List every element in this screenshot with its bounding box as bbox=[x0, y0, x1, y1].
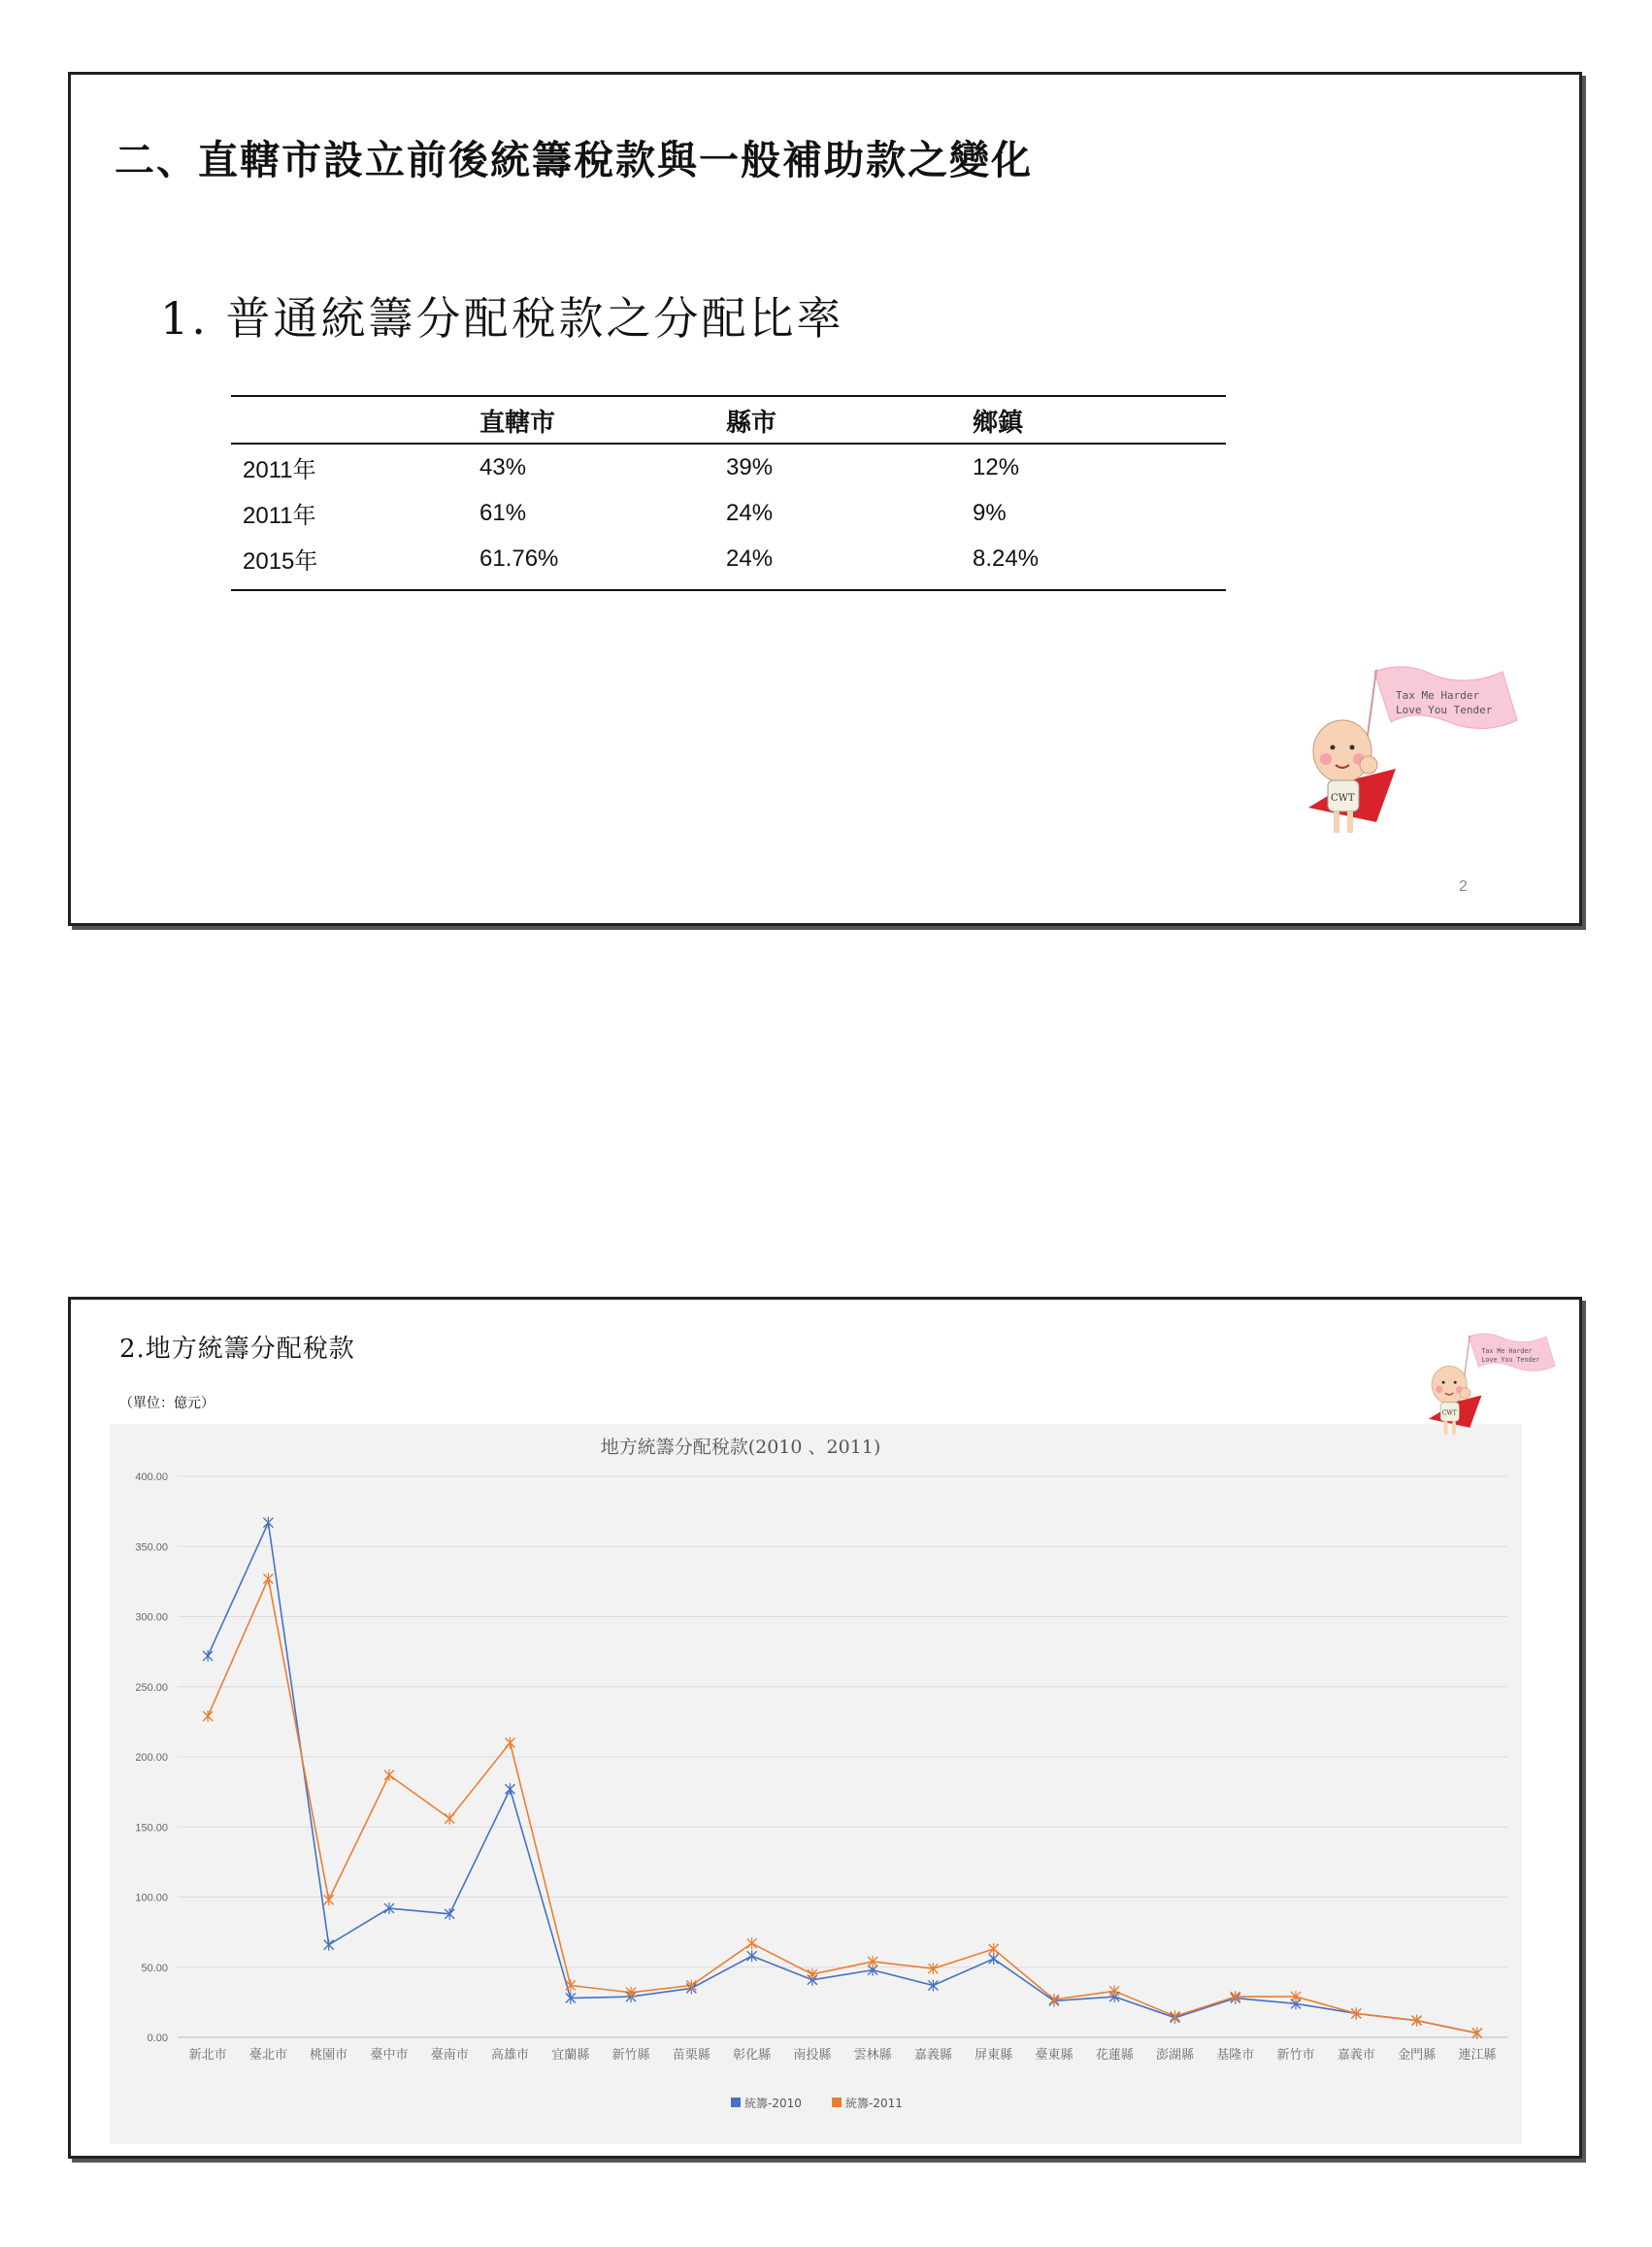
flag-text-line-2: Love You Tender bbox=[1481, 1356, 1540, 1365]
line-chart bbox=[110, 1424, 1522, 2144]
chart-title: 地方統籌分配稅款(2010 、2011) bbox=[600, 1437, 881, 1458]
y-tick-label: 300.00 bbox=[135, 1611, 168, 1624]
eye-icon bbox=[1454, 1381, 1457, 1384]
table-cell: 24% bbox=[726, 499, 774, 526]
y-tick-label: 0.00 bbox=[147, 2032, 168, 2044]
table-cell: 24% bbox=[714, 536, 961, 590]
x-tick-label: 臺東縣 bbox=[1035, 2048, 1074, 2063]
cheek-icon bbox=[1436, 1386, 1442, 1393]
x-tick-label: 澎湖縣 bbox=[1155, 2048, 1195, 2063]
x-tick-label: 高雄市 bbox=[490, 2048, 530, 2063]
table-cell: 39% bbox=[726, 453, 774, 480]
x-tick-label: 宜蘭縣 bbox=[551, 2048, 590, 2063]
y-tick-label: 150.00 bbox=[135, 1822, 168, 1834]
x-tick-label: 雲林縣 bbox=[853, 2048, 892, 2063]
x-tick-label: 嘉義市 bbox=[1337, 2048, 1375, 2063]
unit-label: （單位：億元） bbox=[119, 1396, 215, 1411]
table-cell: 2011年 bbox=[243, 503, 316, 529]
table-header-cell: 縣市 bbox=[714, 396, 961, 444]
x-tick-label: 花蓮縣 bbox=[1095, 2048, 1134, 2063]
table-header-cell bbox=[231, 396, 468, 444]
flag-text-line-1: Tax Me Harder bbox=[1396, 689, 1480, 702]
table-row bbox=[231, 444, 1226, 490]
flag-text-line-1: Tax Me Harder bbox=[1481, 1347, 1533, 1355]
table-header-cell: 鄉鎮 bbox=[961, 396, 1226, 444]
mascot-head-icon bbox=[1432, 1366, 1467, 1404]
slide-subtitle: 1. 普通統籌分配稅款之分配比率 bbox=[160, 292, 844, 345]
legend-label: 統籌-2011 bbox=[845, 2097, 903, 2110]
leg-icon bbox=[1334, 811, 1339, 833]
leg-icon bbox=[1347, 811, 1353, 833]
eye-icon bbox=[1350, 745, 1355, 750]
x-tick-label: 彰化縣 bbox=[733, 2048, 772, 2063]
legend-label: 統籌-2010 bbox=[744, 2097, 802, 2110]
eye-icon bbox=[1331, 745, 1336, 750]
table-cell: 61% bbox=[479, 499, 527, 526]
slide-title: 二、直轄市設立前後統籌稅款與一般補助款之變化 bbox=[115, 137, 1033, 183]
y-tick-label: 400.00 bbox=[135, 1471, 168, 1483]
x-tick-label: 臺南市 bbox=[430, 2048, 469, 2063]
shirt-badge-text: CWT bbox=[1441, 1409, 1457, 1417]
slide-2 bbox=[68, 1297, 1582, 2159]
shirt-badge-text: CWT bbox=[1331, 793, 1355, 804]
leg-icon bbox=[1444, 1421, 1448, 1434]
x-tick-label: 連江縣 bbox=[1458, 2048, 1497, 2063]
table-row bbox=[231, 490, 1226, 536]
x-tick-label: 桃園市 bbox=[310, 2048, 348, 2063]
mascot-head-icon bbox=[1313, 720, 1371, 782]
table-cell: 61.76% bbox=[468, 536, 714, 590]
x-tick-label: 基隆市 bbox=[1216, 2048, 1255, 2063]
cheek-icon bbox=[1320, 753, 1332, 765]
waving-hand-icon bbox=[1360, 756, 1377, 774]
x-tick-label: 新竹縣 bbox=[611, 2048, 650, 2063]
legend-swatch bbox=[731, 2098, 741, 2107]
y-tick-label: 350.00 bbox=[135, 1541, 168, 1554]
table-cell: 2011年 bbox=[243, 457, 316, 483]
y-tick-label: 50.00 bbox=[141, 1962, 168, 1974]
x-tick-label: 金門縣 bbox=[1398, 2048, 1437, 2063]
leg-icon bbox=[1452, 1421, 1456, 1434]
x-tick-label: 新北市 bbox=[188, 2048, 227, 2063]
mascot-illustration bbox=[1299, 662, 1522, 846]
slide-1 bbox=[68, 72, 1582, 926]
x-tick-label: 南投縣 bbox=[793, 2048, 832, 2063]
x-tick-label: 屏東縣 bbox=[975, 2048, 1013, 2063]
x-tick-label: 苗栗縣 bbox=[672, 2048, 710, 2063]
waving-hand-icon bbox=[1460, 1388, 1470, 1399]
y-tick-label: 250.00 bbox=[135, 1681, 168, 1694]
table-header-cell: 直轄市 bbox=[468, 396, 714, 444]
table-header-row bbox=[231, 396, 1226, 444]
mascot-illustration bbox=[1415, 1331, 1566, 1442]
x-tick-label: 臺中市 bbox=[370, 2048, 409, 2063]
x-tick-label: 新竹市 bbox=[1276, 2048, 1315, 2063]
distribution-ratio-table bbox=[231, 395, 1226, 591]
slide-title: 2.地方統籌分配稅款 bbox=[119, 1335, 355, 1364]
y-tick-label: 200.00 bbox=[135, 1752, 168, 1764]
table-cell: 43% bbox=[479, 453, 527, 480]
table-cell: 12% bbox=[973, 453, 1020, 480]
table-row bbox=[231, 536, 1226, 590]
x-tick-label: 臺北市 bbox=[248, 2048, 287, 2063]
chart-background bbox=[110, 1424, 1522, 2144]
y-tick-label: 100.00 bbox=[135, 1892, 168, 1904]
x-tick-label: 嘉義縣 bbox=[913, 2048, 952, 2063]
flag-text-line-2: Love You Tender bbox=[1396, 704, 1493, 716]
eye-icon bbox=[1442, 1381, 1445, 1384]
table-cell: 8.24% bbox=[961, 536, 1226, 590]
legend-swatch bbox=[832, 2098, 842, 2107]
page-number: 2 bbox=[1459, 878, 1468, 895]
table-cell: 2015年 bbox=[231, 536, 468, 590]
table-cell: 9% bbox=[973, 499, 1007, 526]
